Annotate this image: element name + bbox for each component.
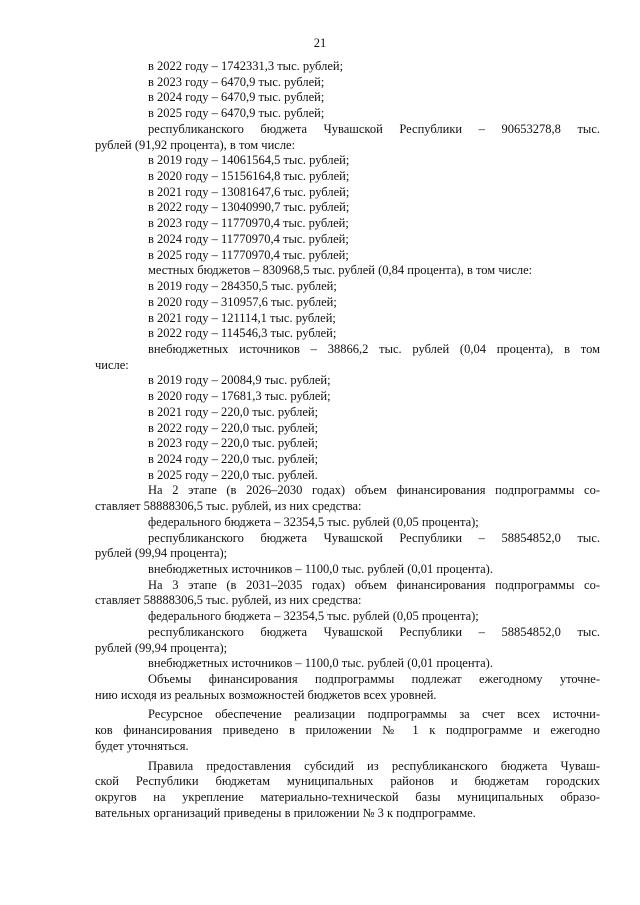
text-line: в 2022 году – 114546,3 тыс. рублей; [148,326,337,341]
text-line: в 2024 году – 11770970,4 тыс. рублей; [148,231,349,246]
text-line: в 2021 году – 13081647,6 тыс. рублей; [148,184,350,199]
text-line: в 2025 году – 11770970,4 тыс. рублей; [148,247,349,262]
text-line: Объемы финансирования подпрограммы подлежат ежегодному уточне- [148,672,600,687]
text-line: Правила предоставления субсидий из республиканского бюджета Чуваш- [148,758,600,773]
text-line: в 2023 году – 6470,9 тыс. рублей; [148,74,325,89]
text-line: республиканского бюджета Чувашской Республики – 58854852,0 тыс. [148,624,600,639]
text-line: в 2025 году – 6470,9 тыс. рублей; [148,106,325,121]
text-line: ставляет 58888306,5 тыс. рублей, из них средства: [95,593,362,608]
text-line: На 3 этапе (в 2031–2035 годах) объем финансирования подпрограммы со- [148,577,600,592]
text-line: рублей (99,94 процента); [95,546,228,561]
text-line: На 2 этапе (в 2026–2030 годах) объем финансирования подпрограммы со- [148,483,600,498]
text-line: в 2022 году – 13040990,7 тыс. рублей; [148,200,350,215]
text-line: ков финансирования приведено в приложении № 1 к подпрограмме и ежегодно [95,723,600,738]
text-line: внебюджетных источников – 38866,2 тыс. рублей (0,04 процента), в том [148,341,600,356]
text-line: рублей (99,94 процента); [95,640,228,655]
text-line: в 2023 году – 11770970,4 тыс. рублей; [148,216,349,231]
text-line: Ресурсное обеспечение реализации подпрограммы за счет всех источни- [148,707,600,722]
text-line: ской Республики бюджетам муниципальных районов и бюджетам городских [95,774,600,789]
text-line: вательных организаций приведены в приложении № 3 к подпрограмме. [95,805,476,820]
page-number: 21 [313,36,327,50]
text-line: в 2024 году – 220,0 тыс. рублей; [148,451,319,466]
text-line: в 2019 году – 284350,5 тыс. рублей; [148,279,337,294]
text-line: внебюджетных источников – 1100,0 тыс. рублей (0,01 процента). [148,656,493,671]
text-line: числе: [95,357,129,372]
text-line: в 2024 году – 6470,9 тыс. рублей; [148,90,325,105]
text-line: округов на укрепление материально-технической базы муниципальных образо- [95,790,600,805]
text-line: местных бюджетов – 830968,5 тыс. рублей (0,84 процента), в том числе: [148,263,533,278]
text-line: в 2020 году – 310957,6 тыс. рублей; [148,294,337,309]
text-line: в 2021 году – 121114,1 тыс. рублей; [148,310,336,325]
text-line: федерального бюджета – 32354,5 тыс. рублей (0,05 процента); [148,609,479,624]
text-line: республиканского бюджета Чувашской Республики – 90653278,8 тыс. [148,121,600,136]
text-line: в 2020 году – 15156164,8 тыс. рублей; [148,169,350,184]
text-line: в 2022 году – 1742331,3 тыс. рублей; [148,59,344,73]
text-line: нию исходя из реальных возможностей бюджетов всех уровней. [95,687,437,702]
text-line: в 2023 году – 220,0 тыс. рублей; [148,436,319,451]
text-line: ставляет 58888306,5 тыс. рублей, из них средства: [95,499,362,514]
text-line: республиканского бюджета Чувашской Республики – 58854852,0 тыс. [148,530,600,545]
text-line: в 2019 году – 14061564,5 тыс. рублей; [148,153,350,168]
text-line: в 2022 году – 220,0 тыс. рублей; [148,420,319,435]
text-line: рублей (91,92 процента), в том числе: [95,137,296,152]
text-line: федерального бюджета – 32354,5 тыс. рублей (0,05 процента); [148,514,479,529]
body-text [95,59,600,822]
text-line: в 2021 году – 220,0 тыс. рублей; [148,404,319,419]
text-line: внебюджетных источников – 1100,0 тыс. рублей (0,01 процента). [148,562,493,576]
text-line: в 2019 году – 20084,9 тыс. рублей; [148,373,331,388]
text-line: в 2025 году – 220,0 тыс. рублей. [148,467,318,482]
text-line: в 2020 году – 17681,3 тыс. рублей; [148,389,331,404]
text-line: будет уточняться. [95,738,189,753]
